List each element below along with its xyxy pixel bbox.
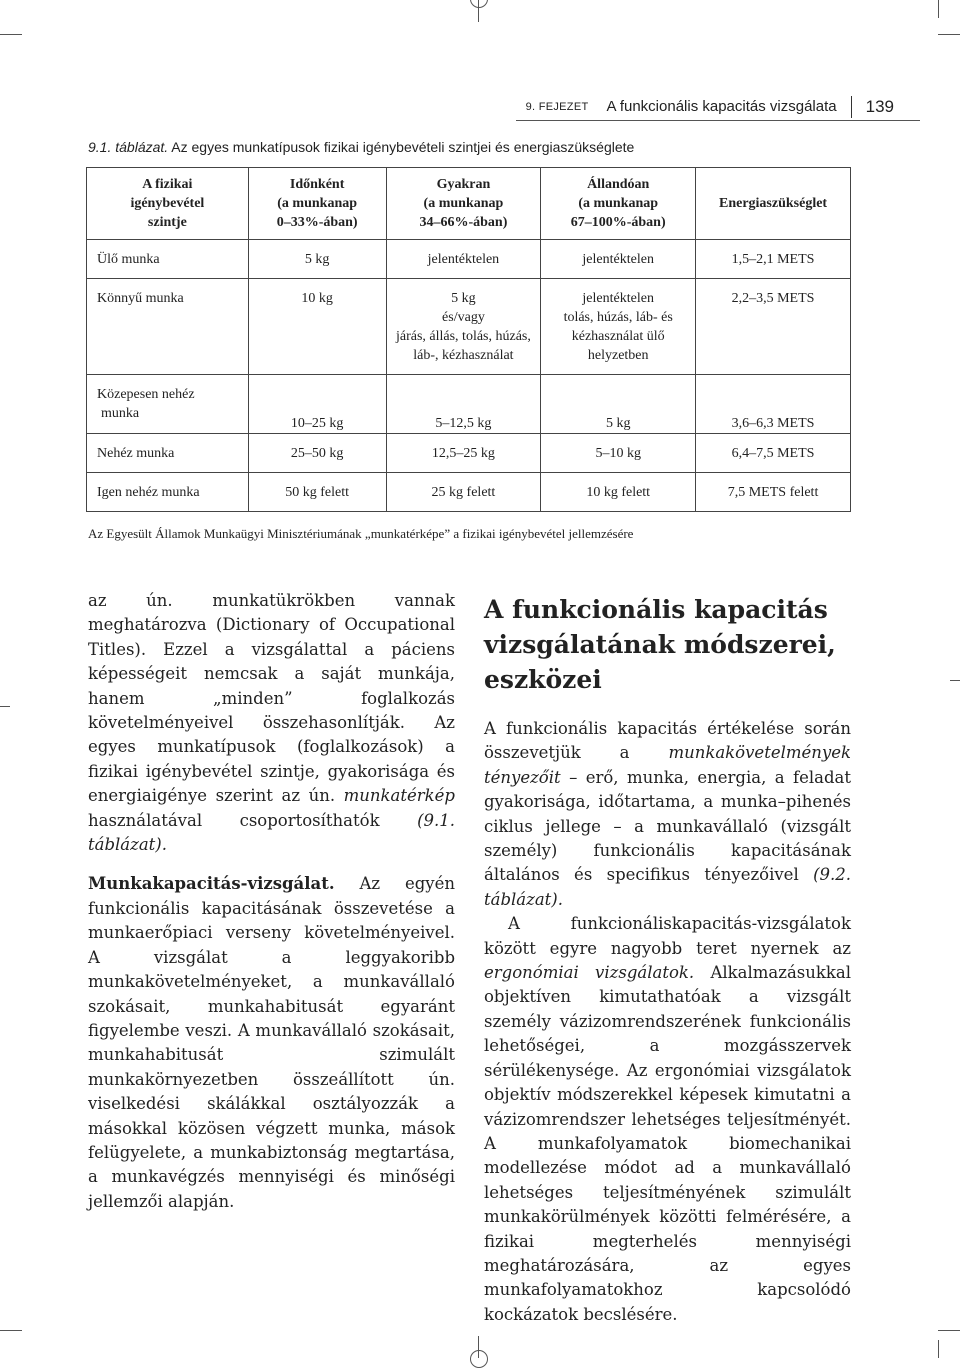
crop-mark: [0, 1330, 22, 1331]
registration-mark: [470, 1350, 488, 1368]
registration-mark: [470, 0, 488, 8]
header-constant: Állandóan (a munkanap 67–100%-ában): [541, 168, 696, 240]
page-number: 139: [865, 97, 894, 116]
left-column: [88, 589, 455, 1214]
table-row: Igen nehéz munka 50 kg felett 25 kg felett 10 kg felett 7,5 METS felett: [87, 473, 851, 512]
crop-mark: [938, 34, 960, 35]
header-energy: Energiaszükséglet: [696, 168, 851, 240]
header-rule: [516, 120, 920, 121]
crop-mark: [0, 706, 10, 707]
paragraph: Munkakapacitás-vizsgálat. Az egyén funkcionális kapacitásának összevetése a munkaerőpiaci verseny követelményeivel. A vizsgálat a leggyakoribb munkakövetelményeket, a munkavállaló szokásait, munkahabitusát egyaránt figyelembe veszi. A munkavállaló szokásait, munkahabitusát szimulált munkakörnyezetben összeállított ún. viselkedési skálákkal osztályozzák a másokkal közösen végzett munka, mások felügyelete, a munkabiztonság megtartása, a munkavégzés mennyiségi és minőségi jellemzői alapján.: [88, 874, 455, 1211]
workload-table: [86, 167, 851, 512]
table-row: Ülő munka 5 kg jelentéktelen jelentéktelen 1,5–2,1 METS: [87, 240, 851, 279]
paragraph: A funkcionális kapacitás értékelése során összevetjük a munkakövetelmények tényezőit – erő, munka, energia, a feladat gyakorisága, időtartama, a munka–pihenés ciklus jellege – a munkavállaló (vizsgált személy) funkcionális kapacitásának általános és specifikus tényezőivel (9.2. táblázat).: [484, 719, 851, 909]
header-occasional: Időnként (a munkanap 0–33%-ában): [248, 168, 386, 240]
table-header-row: [87, 168, 851, 240]
header-level: A fizikai igénybevétel szintje: [87, 168, 249, 240]
crop-mark: [0, 34, 22, 35]
table-row: Könnyű munka 10 kg 5 kg és/vagy járás, állás, tolás, húzás, láb-, kézhasználat jelentéktelen tolás, húzás, láb- és kézhasználat ülő helyzetben 2,2–3,5 METS: [87, 279, 851, 375]
paragraph: A funkcionáliskapacitás-vizsgálatok között egyre nagyobb teret nyernek az ergonómiai vizsgálatok. Alkalmazásukkal objektíven kimutathatóak a vizsgált személy vázizomrendszerének funkcionális lehetőségei, a mozgásszervek sérülékenysége. Az ergonómiai vizsgálatok objektív módszerekkel képesek kimutatni a vázizomrendszer lehetséges teljesítményét. A munkafolyamatok biomechanikai modellezése módot ad a munkavállaló lehetséges teljesítményének szimulált munkakörülmények közötti felmérésére, a fizikai megterhelés mennyiségi meghatározására, az egyes munkafolyamatokhoz kapcsolódó kockázatok becslésére.: [484, 914, 851, 1324]
crop-mark: [938, 0, 939, 18]
header-frequent: Gyakran (a munkanap 34–66%-ában): [386, 168, 541, 240]
table-caption-text: Az egyes munkatípusok fizikai igénybevételi szintjei és energiaszükséglete: [171, 139, 635, 155]
table-row: Közepesen nehéz munka 10–25 kg 5–12,5 kg 5 kg 3,6–6,3 METS: [87, 375, 851, 434]
crop-mark: [950, 680, 960, 681]
section-heading: A funkcionális kapacitás vizsgálatának módszerei, eszközei: [484, 595, 836, 694]
running-title: A funkcionális kapacitás vizsgálata: [606, 96, 851, 118]
table-note: Az Egyesült Államok Munkaügyi Minisztériumának „munkatérképe” a fizikai igénybevétel jellemzésére: [88, 526, 634, 541]
right-column: [484, 592, 851, 1327]
chapter-label: 9. FEJEZET: [525, 101, 589, 113]
running-header: [526, 96, 894, 118]
crop-mark: [938, 1340, 939, 1358]
table-row: Nehéz munka 25–50 kg 12,5–25 kg 5–10 kg 6,4–7,5 METS: [87, 434, 851, 473]
crop-mark: [938, 1330, 960, 1331]
table-caption: [88, 139, 634, 155]
paragraph: az ún. munkatükrökben vannak meghatározva (Dictionary of Occupational Titles). Ezzel a vizsgálattal a páciens képességeit nemcsak a saját munkája, hanem „minden” foglalkozás követelményeivel összehasonlítják. Az egyes munkatípusok (foglalkozások) a fizikai igénybevétel szintje, gyakorisága és energiaigénye szerint az ún. munkatérkép használatával csoportosíthatók (9.1. táblázat).: [88, 591, 455, 855]
table-caption-label: 9.1. táblázat.: [88, 139, 169, 155]
